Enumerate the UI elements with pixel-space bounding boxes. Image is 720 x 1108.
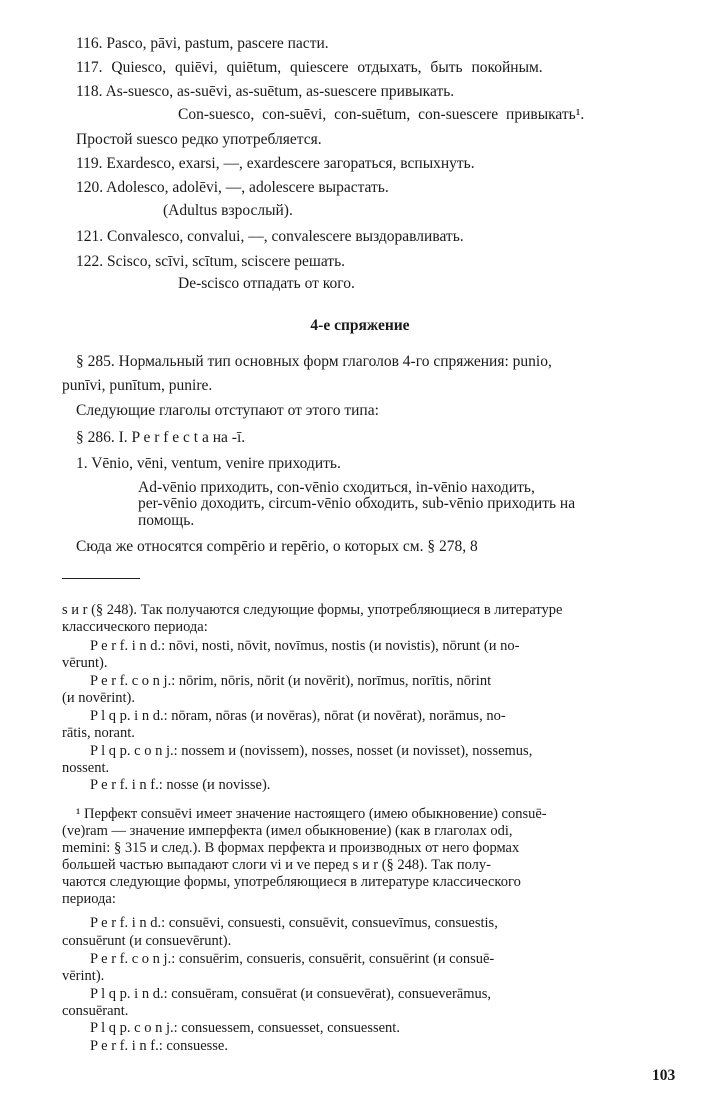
entry-venio-compounds-3: помощь. [138,512,195,529]
footnote-line: P e r f. i n d.: nōvi, nosti, nōvit, novīmus, nostis (и novistis), nōrunt (и no- [90,638,520,654]
para-285: § 285. Нормальный тип основных форм глаголов 4-го спряжения: punio, [76,353,552,370]
para-following-verbs: Следующие глаголы отступают от этого типа: [76,402,379,419]
footnote-1-line: vērint). [62,968,105,984]
entry-118-consuesco: Con-suesco, con-suēvi, con-suētum, con-suescere привыкать¹. [178,106,585,123]
entry-120-adultus: (Adultus взрослый). [163,202,293,219]
footnote-line: P l q p. i n d.: nōram, nōras (и novēras), nōrat (и novērat), norāmus, no- [90,708,506,724]
entry-116: 116. Pasco, pāvi, pastum, pascere пасти. [76,35,329,52]
footnote-1-line: ¹ Перфект consuēvi имеет значение настоящего (имею обыкновение) consuē- [76,806,547,822]
para-comperio: Сюда же относятся compērio и repērio, о которых см. § 278, 8 [76,538,478,555]
footnote-1-line: P e r f. i n d.: consuēvi, consuesti, consuēvit, consuevīmus, consuestis, [90,915,498,931]
footnote-1-line: большей частью выпадают слоги vi и ve перед s и r (§ 248). Так полу- [62,857,491,873]
footnote-1-line: P l q p. c o n j.: consuessem, consuesset, consuessent. [90,1020,400,1036]
entry-118: 118. As-suesco, as-suēvi, as-suētum, as-suescere привыкать. [76,83,455,100]
footnote-line: P e r f. c o n j.: nōrim, nōris, nōrit (и novērit), norīmus, norītis, nōrint [90,673,492,689]
footnote-line: nossent. [62,760,110,776]
section-heading: 4-е спряжение [310,317,410,334]
footnote-line: s и r (§ 248). Так получаются следующие формы, употребляющиеся в литературе [62,602,563,618]
footnote-1-line: P e r f. i n f.: consuesse. [90,1038,228,1054]
entry-122: 122. Scisco, scīvi, scītum, sciscere решать. [76,253,346,270]
entry-venio: 1. Vēnio, vēni, ventum, venire приходить. [76,455,341,472]
footnote-1-line: P l q p. i n d.: consuēram, consuērat (и consuevērat), consueverāmus, [90,986,492,1002]
footnote-1-line: периода: [62,891,116,907]
entry-121: 121. Convalesco, convalui, —, convalescere выздоравливать. [76,228,464,245]
footnote-1-line: (ve)ram — значение имперфекта (имел обыкновение) (как в глаголах odi, [62,823,513,839]
entry-122-descisco: De-scisco отпадать от кого. [178,275,355,292]
footnote-line: rātis, norant. [62,725,135,741]
entry-117: 117. Quiesco, quiēvi, quiētum, quiescere отдыхать, быть покойным. [76,59,543,76]
footnote-line: P e r f. i n f.: nosse (и novisse). [90,777,271,793]
page-number: 103 [652,1067,676,1084]
footnote-line: классического периода: [62,619,208,635]
entry-venio-compounds-2: per-vēnio доходить, circum-vēnio обходить, sub-vēnio приходить на [138,495,576,512]
note-suesco: Простой suesco редко употребляется. [76,131,322,148]
entry-119: 119. Exardesco, exarsi, —, exardescere загораться, вспыхнуть. [76,155,475,172]
footnote-1-line: чаются следующие формы, употребляющиеся в литературе классического [62,874,521,890]
footnote-1-line: consuērant. [62,1003,129,1019]
footnote-divider [62,578,140,579]
entry-120: 120. Adolesco, adolēvi, —, adolescere вырастать. [76,179,389,196]
footnote-line: (и novērint). [62,690,135,706]
footnote-1-line: P e r f. c o n j.: consuērim, consueris, consuērit, consuērint (и consuē- [90,951,495,967]
footnote-1-line: memini: § 315 и след.). В формах перфекта и производных от него формах [62,840,520,856]
para-285-cont: punīvi, punītum, punire. [62,377,213,394]
para-286: § 286. I. P e r f e c t a на -ī. [76,429,246,446]
entry-venio-compounds-1: Ad-vēnio приходить, con-vēnio сходиться, in-vēnio находить, [138,479,535,496]
footnote-1-line: consuērunt (и consuevērunt). [62,933,232,949]
footnote-line: P l q p. c o n j.: nossem и (novissem), nosses, nosset (и novisset), nossemus, [90,743,533,759]
footnote-line: vērunt). [62,655,108,671]
